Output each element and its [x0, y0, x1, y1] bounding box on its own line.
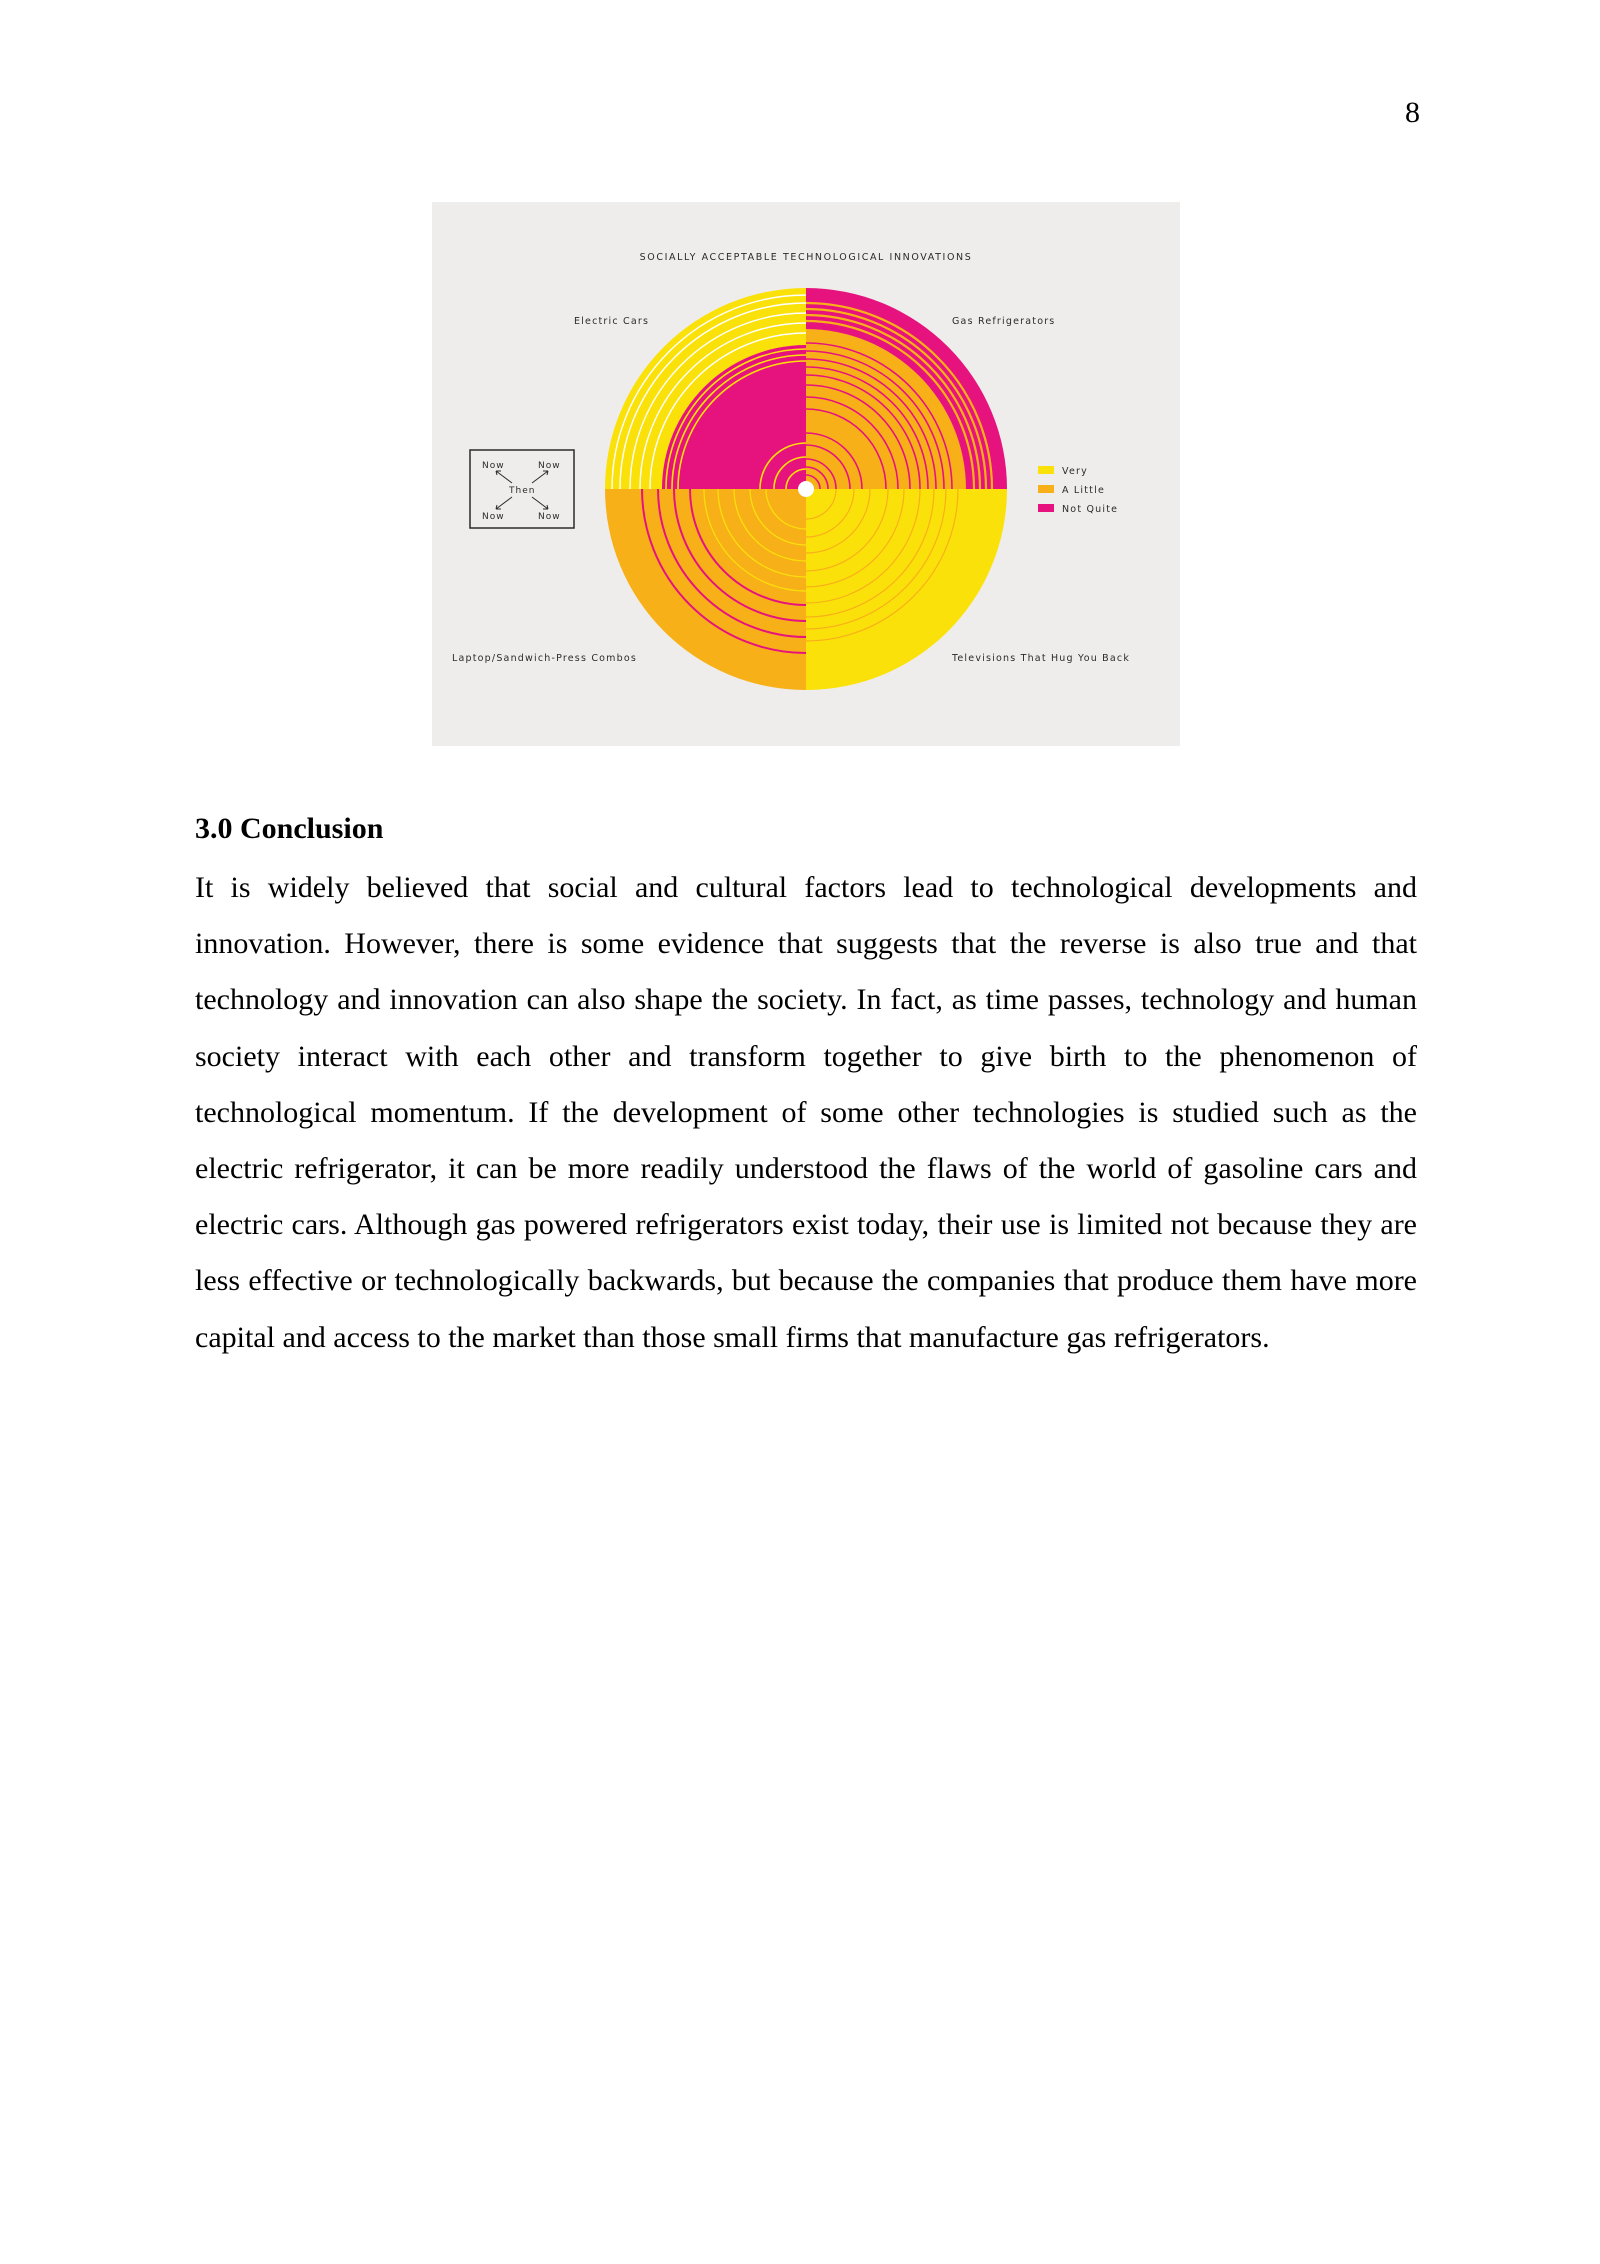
quadrant-label-gas-refrigerators: Gas Refrigerators [952, 316, 1056, 327]
chart-legend [1038, 466, 1118, 515]
radial-chart [432, 202, 1180, 746]
key-arrow-bottom-right-icon [532, 497, 548, 509]
key-arrow-top-right-icon [532, 471, 548, 483]
then-now-key [470, 450, 574, 528]
key-now-top-left: Now [482, 461, 505, 471]
legend-label-not-quite: Not Quite [1062, 504, 1119, 515]
quadrant-label-electric-cars: Electric Cars [574, 316, 650, 327]
key-now-bottom-left: Now [482, 512, 505, 522]
chart-center-dot [798, 481, 814, 497]
conclusion-paragraph: It is widely believed that social and cultural factors lead to technological developments and innovation. However, there is some evidence that suggests that the reverse is also true and that technology and innovation can also shape the society. In fact, as time passes, technology and human society interact with each other and transform together to give birth to the phenomenon of technological momentum. If the development of some other technologies is studied such as the electric refrigerator, it can be more readily understood the flaws of the world of gasoline cars and electric cars. Although gas powered refrigerators exist today, their use is limited not because they are less effective or technologically backwards, but because the companies that produce them have more capital and access to the market than those small firms that manufacture gas refrigerators. [195, 871, 1417, 1354]
legend-swatch-very [1038, 466, 1054, 474]
legend-label-a-little: A Little [1062, 485, 1105, 496]
section-heading: 3.0 Conclusion [195, 812, 384, 845]
page-number: 8 [1405, 96, 1420, 129]
key-arrow-bottom-left-icon [496, 497, 512, 509]
legend-label-very: Very [1062, 466, 1088, 477]
key-arrow-top-left-icon [496, 471, 512, 483]
chart-title: SOCIALLY ACCEPTABLE TECHNOLOGICAL INNOVATIONS [639, 252, 973, 263]
key-now-bottom-right: Now [538, 512, 561, 522]
key-now-top-right: Now [538, 461, 561, 471]
legend-swatch-not-quite [1038, 504, 1054, 512]
legend-swatch-a-little [1038, 485, 1054, 493]
chart-figure [432, 202, 1180, 746]
key-then-center: Then [509, 486, 536, 496]
quadrant-label-televisions: Televisions That Hug You Back [952, 653, 1131, 664]
quadrant-label-laptop-combos: Laptop/Sandwich-Press Combos [452, 653, 638, 664]
